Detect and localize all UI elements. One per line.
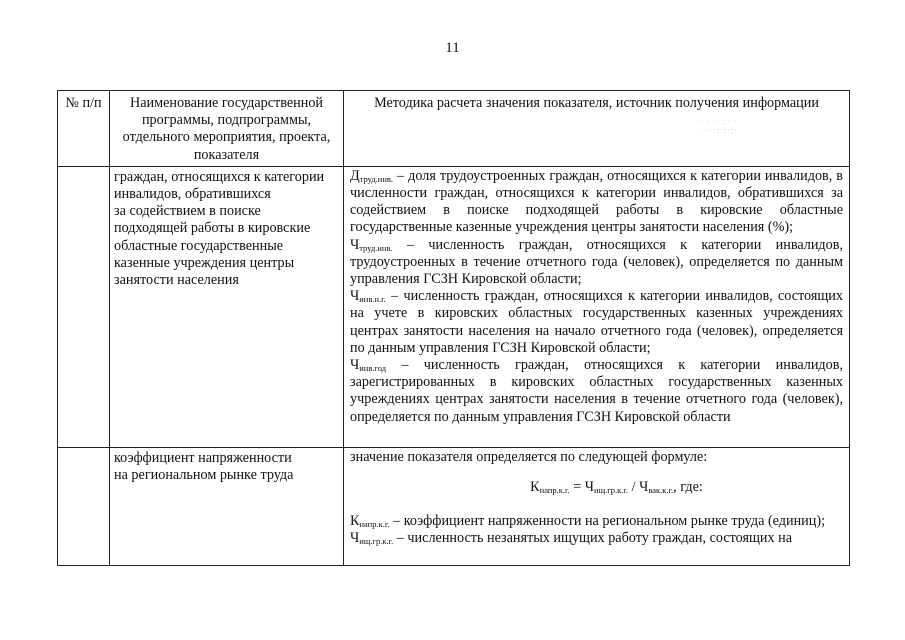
row-num-cell (58, 447, 110, 565)
scan-artifact-mark: · · · ·:· · · ·ᐧ·:·:·:· (700, 117, 738, 135)
method-definition: $Ч_{инв.год}$ – численность граждан, относящихся к категории инвалидов, зарегистрированных в кировских областных государственных казенных учреждениях центрах занятости населения в течение отчетного года (человек), определяется по данным управления ГСЗН Кировской области (350, 357, 843, 425)
indicator-name-line: инвалидов, обратившихся (114, 186, 271, 203)
method-cell (344, 166, 850, 447)
indicator-name-line: подходящей работы в кировские (114, 220, 311, 237)
indicator-name-line: казенные учреждения центры (114, 254, 295, 271)
formula: $К_{напр.к.г.} = Ч_{ищ.гр.к.г.} / Ч_{вак.к.г.}$, где: (530, 479, 703, 496)
method-cell (344, 447, 850, 565)
method-definition: $Д_{труд.инв.}$ – доля трудоустроенных граждан, относящихся к категории инвалидов, в численности граждан, относящихся к категории инвалидов, обратившихся за содействием в поиске подходящей работы в кировские областные государственные казенные учреждения центры занятости населения (%); (350, 167, 843, 236)
variable-symbol: $К_{напр.к.г.}$ (350, 513, 390, 530)
method-definition: $Ч_{ищ.гр.к.г.}$ – численность незанятых ищущих работу граждан, состоящих на (350, 530, 793, 547)
indicator-name-line: граждан, относящихся к категории (114, 168, 325, 185)
indicator-name-line: на региональном рынке труда (114, 467, 294, 484)
table-row (58, 447, 850, 565)
header-name: Наименование государственной программы, подпрограммы, отдельного мероприятия, проекта, показателя (110, 91, 344, 167)
variable-symbol: $Ч_{инв.год}$ (350, 357, 387, 374)
header-num: № п/п (58, 91, 110, 167)
indicator-name-cell (110, 447, 344, 565)
formula-intro: значение показателя определяется по следующей формуле: (350, 448, 708, 465)
table-row (58, 166, 850, 447)
indicator-name-line: за содействием в поиске (114, 203, 261, 220)
table-header-row (58, 91, 850, 167)
variable-symbol: $Ч_{инв.н.г.}$ (350, 288, 386, 305)
indicators-table (57, 90, 850, 566)
indicator-name-line: коэффициент напряженности (114, 449, 292, 466)
method-definition: $Ч_{труд.инв.}$ – численность граждан, относящихся к категории инвалидов, трудоустроенных в течение отчетного года (человек), определяется по данным управления ГСЗН Кировской области; (350, 236, 843, 288)
variable-symbol: $Д_{труд.инв.}$ (350, 167, 394, 184)
header-method: Методика расчета значения показателя, источник получения информации (344, 91, 850, 167)
variable-symbol: $Ч_{ищ.гр.к.г.}$ (350, 530, 394, 547)
indicator-name-cell (110, 166, 344, 447)
row-num-cell (58, 166, 110, 447)
indicator-name-line: занятости населения (114, 272, 239, 289)
method-definition: $К_{напр.к.г.}$ – коэффициент напряженности на региональном рынке труда (единиц); (350, 513, 826, 530)
variable-symbol: $Ч_{труд.инв.}$ (350, 236, 393, 253)
page-number: 11 (445, 40, 460, 56)
indicator-name-line: областные государственные (114, 237, 284, 254)
method-definition: $Ч_{инв.н.г.}$ – численность граждан, относящихся к категории инвалидов, состоящих на учете в кировских областных государственных казенных учреждениях центрах занятости населения на начало отчетного года (человек), определяется по данным управления ГСЗН Кировской области; (350, 288, 843, 356)
